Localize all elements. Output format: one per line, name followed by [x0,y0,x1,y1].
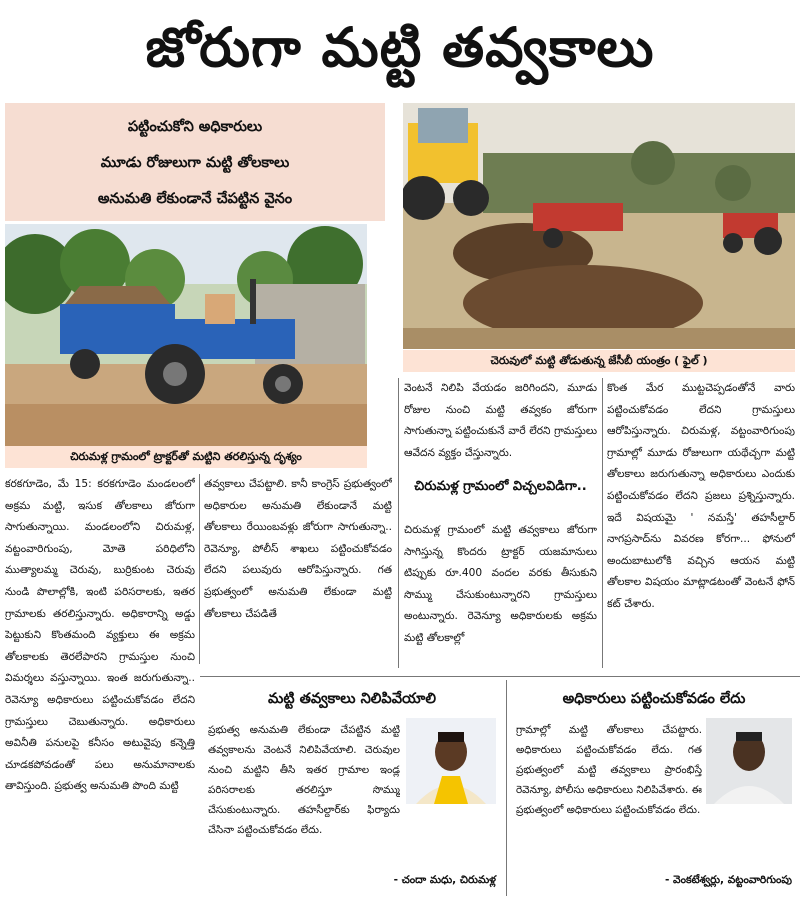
photo-caption-right: చెరువులో మట్టి తోడుతున్న జేసీబీ యంత్రం ( ఫైల్ ) [403,350,795,372]
quote-signature: - చందా మధు, చిరుమళ్ల [393,874,496,886]
quote-signature: - వెంకటేశ్వర్లు, వట్టంవారిగుంపు [664,874,792,886]
quote-text-top [516,720,702,870]
quote-title: మట్టి తవ్వకాలు నిలిపివేయాలి [268,691,436,707]
column-text: కరకగూడెం, మే 15: కరకగూడెం మండలంలో అక్రమ మట్టి, ఇసుక తోలకాలు జోరుగా సాగుతున్నాయి. మండలంలోని చిరుమళ్ల, వట్టంవారిగుంపు, మోతె పరిధిలోని ముత్యాలమ్మ చెరువు, బుర్రికుంట చెరువు నుండి పొలాల్లోకి, ఇంటి పరిసరాలకు, ఇతర గ్రామాలకు తరలిస్తున్నారు. అధికారాన్ని అడ్డు పెట్టుకుని కొంతమంది వ్యక్తులు ఈ అక్రమ తోలకాలకు తెరలేపారని గ్రామస్తుల నుంచి విమర్శలు వస్తున్నాయి. ఇంత జరుగుతున్నా.. రెవెన్యూ అధికారులు పట్టించుకోవడం లేదని గ్రామస్తులు చెబుతున్నారు. అధికారులు అవినీతి పనులపై కనీసం అటువైపు కన్నెత్తి చూడకపోవడంతో పలు అనుమానాలకు తావిస్తుంది. ప్రభుత్వ అనుమతి పొంది మట్టి [5,478,195,793]
quote-box-left [204,680,500,896]
box-top-rule [200,676,800,677]
article-column-3-top [404,378,597,476]
column-divider [398,378,399,668]
photo-caption-left: చిరుమళ్ల గ్రామంలో ట్రాక్టర్‌తో మట్టిని తరలిస్తున్న దృశ్యం [5,446,367,468]
column-text: చిరుమళ్ల గ్రామంలో మట్టి తవ్వకాలు జోరుగా సాగిస్తున్న కొందరు ట్రాక్టర్ యజమానులు టిప్పుకు రూ.400 వందల వరకు తీసుకుని సొమ్ము చేసుకుంటున్నారని గ్రామస్తులు అంటున్నారు. రెవెన్యూ అధికారులకు అక్రమ మట్టి తోలకాల్లో [404,524,597,644]
headline: జోరుగా మట్టి తవ్వకాలు [145,16,655,79]
deck-line: మూడు రోజులుగా మట్టి తోలకాలు [100,155,290,171]
deck-line: పట్టించుకోని అధికారులు [127,119,263,135]
jcb-photo [403,103,795,349]
article-column-1 [5,474,195,896]
quote-box-right [512,680,796,896]
quote-title: అధికారులు పట్టించుకోవడం లేదు [562,691,746,707]
article-column-3-bottom [404,520,597,670]
column-text: కొంత మేర ముట్టచెప్పడంతోనే వారు పట్టించుకోవడం లేదని గ్రామస్తులు ఆరోపిస్తున్నారు. చిరుమళ్ల, వట్టంవారిగుంపు గ్రామాల్లో మూడు రోజులుగా యథేచ్చగా మట్టి తోలకాలు జరుగుతున్నా అధికారులు ఎందుకు పట్టించుకోవడం లేదని ప్రజలు ప్రశ్నిస్తున్నారు. ఇదే విషయమై ' నమస్తే' తహసీల్దార్ నాగప్రసాద్‌ను వివరణ కోరగా... ఫోనులో అందుబాటులోకి వచ్చిన ఆయన మట్టి తోలకాల విషయం మాట్లాడటంతో వెంటనే ఫోన్ కట్ చేశారు. [607,382,795,610]
column-text: వెంటనే నిలిపి వేయడం జరిగిందని, మూడు రోజుల నుంచి మట్టి తవ్వకం జోరుగా సాగుతున్నా పట్టించుకునే వారే లేరని గ్రామస్తులు ఆవేదన వ్యక్తం చేస్తున్నారు. [404,382,597,459]
column-divider [602,378,603,668]
article-column-4 [607,378,795,668]
box-divider [506,680,507,896]
column-divider [199,474,200,664]
person-photo [706,718,792,804]
quote-text: గ్రామాల్లో మట్టి తోలకాలు చేపట్టారు. అధికారులు పట్టించుకోవడం లేదు. గత ప్రభుత్వంలో మట్టి తవ్వకాలు ప్రారంభిస్తే రెవెన్యూ, పోలీసు అధికారులు నిలిపివేశారు. ఈ ప్రభుత్వంలో అధికారులు పట్టించుకోవడం లేదు. [516,724,702,816]
article-column-2 [204,474,392,666]
subheading: చిరుమళ్ల గ్రామంలో విచ్చలవిడిగా.. [414,479,587,494]
deck-box [5,103,385,221]
deck-line: అనుమతి లేకుండానే చేపట్టిన వైనం [97,191,293,207]
quote-text: ప్రభుత్వ అనుమతి లేకుండా చేపట్టిన మట్టి తవ్వకాలను వెంటనే నిలిపివేయాలి. చెరువుల నుంచి మట్టిని తీసి ఇతర గ్రామాల ఇండ్ల పరిసరాలకు తరలిస్తూ సొమ్ము చేసుకుంటున్నారు. తహసీల్దార్‌కు ఫిర్యాదు చేసినా పట్టించుకోవడం లేదు. [208,724,400,836]
tractor-photo [5,224,367,446]
column-text: తవ్వకాలు చేపట్టాలి. కానీ కాంగ్రెస్ ప్రభుత్వంలో అధికారుల అనుమతి లేకుండానే మట్టి తోలకాలు రేయింబవళ్లు జోరుగా సాగుతున్నా.. రెవెన్యూ, పోలీస్ శాఖలు పట్టించుకోవడం లేదని పలువురు ఆరోపిస్తున్నారు. గత ప్రభుత్వంలో అనుమతి లేకుండా మట్టి తోలకాలు చేపడితే [204,478,392,620]
person-photo [406,718,496,804]
